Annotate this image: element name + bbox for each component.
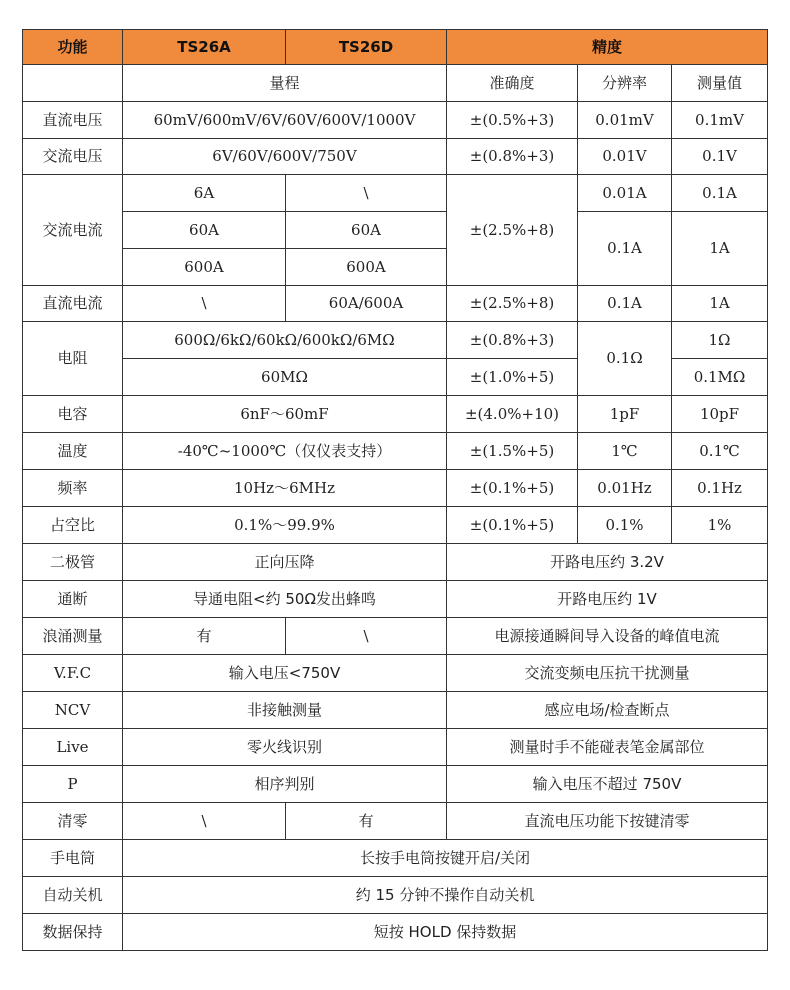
row-label: 直流电压 (23, 102, 123, 139)
description-cell: 约 15 分钟不操作自动关机 (123, 877, 768, 914)
resolution-cell: 1℃ (578, 433, 672, 470)
table-row (23, 322, 768, 359)
row-label: 清零 (23, 803, 123, 840)
description-cell: 输入电压<750V (123, 655, 447, 692)
model-a-cell: 有 (123, 618, 286, 655)
table-row (23, 877, 768, 914)
accuracy-cell: ±(1.0%+5) (447, 359, 578, 396)
value-cell: 0.1V (672, 139, 768, 175)
value-cell: 1A (672, 212, 768, 286)
subheader-resolution: 分辨率 (578, 65, 672, 102)
range-cell-a: \ (123, 286, 286, 322)
table-row (23, 581, 768, 618)
note-cell: 交流变频电压抗干扰测量 (447, 655, 768, 692)
resolution-cell: 0.1% (578, 507, 672, 544)
range-cell: 10Hz～6MHz (123, 470, 447, 507)
value-cell: 0.1MΩ (672, 359, 768, 396)
table-row (23, 286, 768, 322)
note-cell: 开路电压约 1V (447, 581, 768, 618)
subheader-accuracy: 准确度 (447, 65, 578, 102)
row-label: 数据保持 (23, 914, 123, 951)
header-model-d: TS26D (286, 30, 447, 65)
table-row (23, 914, 768, 951)
resolution-cell: 0.01Hz (578, 470, 672, 507)
resolution-cell: 0.1Ω (578, 322, 672, 396)
table-row (23, 766, 768, 803)
resolution-cell: 0.01mV (578, 102, 672, 139)
subheader-range: 量程 (123, 65, 447, 102)
range-cell-d: \ (286, 175, 447, 212)
range-cell: 6nF～60mF (123, 396, 447, 433)
header-model-a: TS26A (123, 30, 286, 65)
range-cell: 60mV/600mV/6V/60V/600V/1000V (123, 102, 447, 139)
table-row (23, 544, 768, 581)
value-cell: 10pF (672, 396, 768, 433)
value-cell: 1A (672, 286, 768, 322)
table-header-row (23, 30, 768, 65)
description-cell: 非接触测量 (123, 692, 447, 729)
row-label: 通断 (23, 581, 123, 618)
note-cell: 电源接通瞬间导入设备的峰值电流 (447, 618, 768, 655)
range-cell: 600Ω/6kΩ/60kΩ/600kΩ/6MΩ (123, 322, 447, 359)
row-label: 电阻 (23, 322, 123, 396)
note-cell: 开路电压约 3.2V (447, 544, 768, 581)
accuracy-cell: ±(0.8%+3) (447, 139, 578, 175)
row-label: 直流电流 (23, 286, 123, 322)
table-row (23, 470, 768, 507)
row-label: 温度 (23, 433, 123, 470)
accuracy-cell: ±(2.5%+8) (447, 175, 578, 286)
table-row (23, 618, 768, 655)
row-label: 自动关机 (23, 877, 123, 914)
table-row (23, 840, 768, 877)
table-row (23, 212, 768, 249)
range-cell-d: 600A (286, 249, 447, 286)
range-cell: 60MΩ (123, 359, 447, 396)
row-label: Live (23, 729, 123, 766)
note-cell: 输入电压不超过 750V (447, 766, 768, 803)
value-cell: 1% (672, 507, 768, 544)
value-cell: 0.1A (672, 175, 768, 212)
resolution-cell: 0.1A (578, 286, 672, 322)
accuracy-cell: ±(0.8%+3) (447, 322, 578, 359)
model-a-cell: \ (123, 803, 286, 840)
row-label: 手电筒 (23, 840, 123, 877)
table-row (23, 396, 768, 433)
description-cell: 导通电阻<约 50Ω发出蜂鸣 (123, 581, 447, 618)
resolution-cell: 1pF (578, 396, 672, 433)
table-row (23, 175, 768, 212)
row-label: P (23, 766, 123, 803)
accuracy-cell: ±(0.5%+3) (447, 102, 578, 139)
row-label: 电容 (23, 396, 123, 433)
resolution-cell: 0.01V (578, 139, 672, 175)
table-row (23, 139, 768, 175)
range-cell-a: 600A (123, 249, 286, 286)
value-cell: 0.1Hz (672, 470, 768, 507)
row-label: 占空比 (23, 507, 123, 544)
range-cell-a: 6A (123, 175, 286, 212)
subheader-empty (23, 65, 123, 102)
table-row (23, 507, 768, 544)
note-cell: 直流电压功能下按键清零 (447, 803, 768, 840)
note-cell: 感应电场/检查断点 (447, 692, 768, 729)
description-cell: 短按 HOLD 保持数据 (123, 914, 768, 951)
range-cell-a: 60A (123, 212, 286, 249)
model-d-cell: \ (286, 618, 447, 655)
note-cell: 测量时手不能碰表笔金属部位 (447, 729, 768, 766)
row-label: 交流电流 (23, 175, 123, 286)
row-label: NCV (23, 692, 123, 729)
row-label: 二极管 (23, 544, 123, 581)
table-row (23, 655, 768, 692)
subheader-measured: 测量值 (672, 65, 768, 102)
header-function: 功能 (23, 30, 123, 65)
table-row (23, 729, 768, 766)
description-cell: 相序判别 (123, 766, 447, 803)
value-cell: 0.1mV (672, 102, 768, 139)
row-label: 频率 (23, 470, 123, 507)
range-cell: -40℃~1000℃（仅仪表支持） (123, 433, 447, 470)
value-cell: 0.1℃ (672, 433, 768, 470)
range-cell: 0.1%～99.9% (123, 507, 447, 544)
accuracy-cell: ±(0.1%+5) (447, 470, 578, 507)
range-cell-d: 60A/600A (286, 286, 447, 322)
row-label: V.F.C (23, 655, 123, 692)
row-label: 交流电压 (23, 139, 123, 175)
accuracy-cell: ±(2.5%+8) (447, 286, 578, 322)
description-cell: 零火线识别 (123, 729, 447, 766)
resolution-cell: 0.01A (578, 175, 672, 212)
row-label: 浪涌测量 (23, 618, 123, 655)
description-cell: 正向压降 (123, 544, 447, 581)
table-row (23, 433, 768, 470)
accuracy-cell: ±(0.1%+5) (447, 507, 578, 544)
description-cell: 长按手电筒按键开启/关闭 (123, 840, 768, 877)
model-d-cell: 有 (286, 803, 447, 840)
table-subheader-row (23, 65, 768, 102)
range-cell: 6V/60V/600V/750V (123, 139, 447, 175)
value-cell: 1Ω (672, 322, 768, 359)
spec-table (22, 29, 768, 951)
header-precision: 精度 (447, 30, 768, 65)
table-row (23, 102, 768, 139)
range-cell-d: 60A (286, 212, 447, 249)
accuracy-cell: ±(1.5%+5) (447, 433, 578, 470)
resolution-cell: 0.1A (578, 212, 672, 286)
accuracy-cell: ±(4.0%+10) (447, 396, 578, 433)
table-row (23, 692, 768, 729)
table-row (23, 803, 768, 840)
